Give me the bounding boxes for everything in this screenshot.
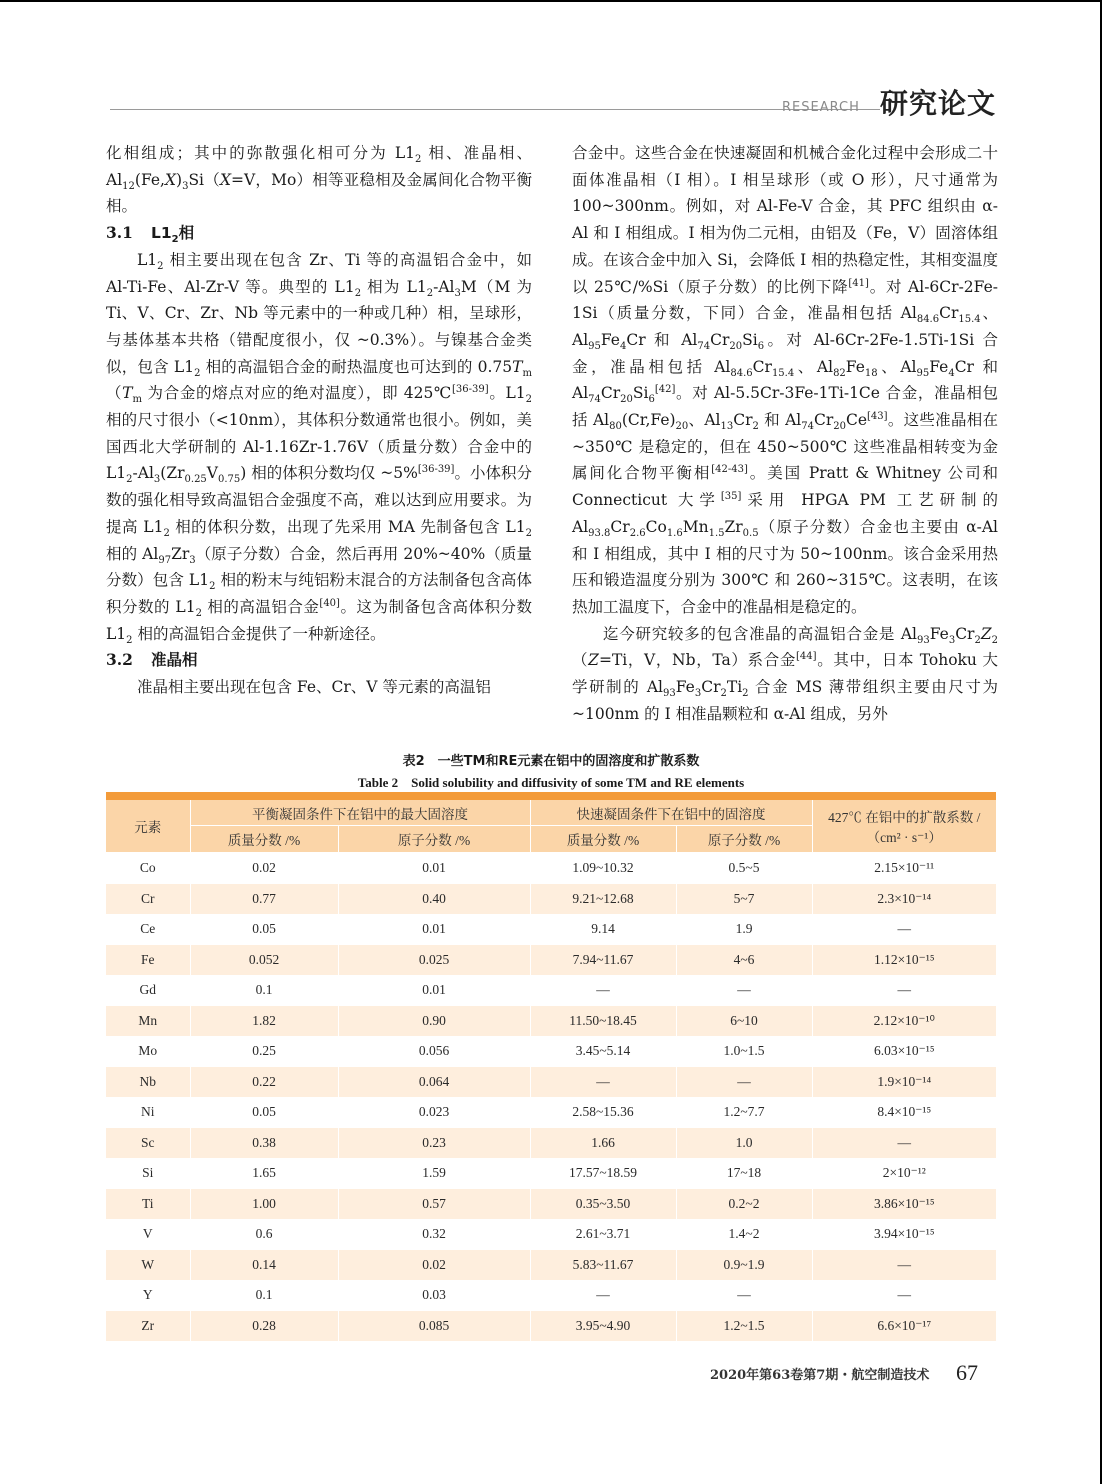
page-top-rule [0,0,1102,2]
table-row [106,1128,996,1159]
solubility-table [106,792,996,1341]
table-cell: 1.2~7.7 [676,1097,812,1128]
table-cell: 3.45~5.14 [530,1036,676,1067]
table-cell: 0.025 [338,945,530,976]
table-cell: 1.82 [190,1006,338,1037]
table-cell: — [530,1067,676,1098]
header-element: 元素 [106,800,190,853]
header-rule [110,109,880,110]
table-row [106,1006,996,1037]
table-cell: 0.2~2 [676,1189,812,1220]
header-group-equilibrium: 平衡凝固条件下在铝中的最大固溶度 [190,800,530,826]
table-cell: 4~6 [676,945,812,976]
table-cell: 2×10⁻¹² [812,1158,996,1189]
table-cell: 0.38 [190,1128,338,1159]
table-cell: 0.14 [190,1250,338,1281]
table-cell: — [676,1067,812,1098]
header-diffusivity-label: 427℃ 在铝中的扩散系数 / [828,810,981,825]
table-cell: 0.35~3.50 [530,1189,676,1220]
table-cell: 6~10 [676,1006,812,1037]
table-cell: 1.65 [190,1158,338,1189]
table-row [106,884,996,915]
table-cell: 2.61~3.71 [530,1219,676,1250]
table-cell: Zr [106,1311,190,1342]
table-cell: — [812,1128,996,1159]
table-cell: 1.4~2 [676,1219,812,1250]
table-cell: Gd [106,975,190,1006]
table-cell: 2.58~15.36 [530,1097,676,1128]
table-cell: Mn [106,1006,190,1037]
table-cell: 6.6×10⁻¹⁷ [812,1311,996,1342]
table-cell: 0.02 [190,853,338,884]
table-cell: 0.085 [338,1311,530,1342]
table-cell: Ni [106,1097,190,1128]
body-column-right [572,140,998,727]
table-cell: 8.4×10⁻¹⁵ [812,1097,996,1128]
table-row [106,1311,996,1342]
table-cell: 0.57 [338,1189,530,1220]
table-cell: 1.09~10.32 [530,853,676,884]
header-eq-atom: 原子分数 /% [338,826,530,853]
table-cell: 0.90 [338,1006,530,1037]
table-cell: Sc [106,1128,190,1159]
table-cell: 0.023 [338,1097,530,1128]
section-header [0,82,1002,124]
header-diffusivity-unit: （cm² · s⁻¹） [866,830,942,845]
table-cell: 1.2~1.5 [676,1311,812,1342]
table-row [106,1158,996,1189]
table-cell: 1.12×10⁻¹⁵ [812,945,996,976]
table-cell: 0.052 [190,945,338,976]
paragraph: 合金中。这些合金在快速凝固和机械合金化过程中会形成二十面体准晶相（I 相）。I 相呈球形（或 O 形），尺寸通常为 100~300nm。例如，对 Al-Fe-V 合金，其 PFC 组织由 α-Al 和 I 相组成。I 相为伪二元相，由铝及（Fe，V）固溶体组成。在该合金中加入 Si，会降低 I 相的热稳定性，其相变温度以 25℃/%Si（原子分数）的比例下降[41]。对 Al-6Cr-2Fe-1Si（质量分数，下同）合金，准晶相包括 $Al_{84.6}Cr_{15.4}$、$Al_{95}Fe_4Cr$ 和 $Al_{74}Cr_{20}Si_6$。对 Al-6Cr-2Fe-1.5Ti-1Si 合金，准晶相包括 $Al_{84.6}Cr_{15.4}$、$Al_{82}Fe_{18}$、$Al_{95}Fe_4Cr$ 和 $Al_{74}Cr_{20}Si_6[42]$。对 Al-5.5Cr-3Fe-1Ti-1Ce 合金，准晶相包括 $Al_{80}(Cr,Fe)_{20}$、$Al_{13}Cr_2$ 和 $Al_{74}Cr_{20}Ce[43]$。这些准晶相在 ~350℃ 是稳定的，但在 450~500℃ 这些准晶相转变为金属间化合物平衡相[42-43]。美国 Pratt & Whitney 公司和 Connecticut 大学[35]采用 HPGA PM 工艺研制的 $Al_{93.8}Cr_{2.6}Co_{1.6}Mn_{1.5}Zr_{0.5}$（原子分数）合金也主要由 α-Al 和 I 相组成，其中 I 相的尺寸为 50~100nm。该合金采用热压和锻造温度分别为 300℃ 和 260~315℃。这表明，在该热加工温度下，合金中的准晶相是稳定的。 [572,144,999,616]
footer-journal: 2020年第63卷第7期・航空制造技术 [710,1368,930,1383]
table-cell: Y [106,1280,190,1311]
table-cell: 2.15×10⁻¹¹ [812,853,996,884]
header-group-rapid: 快速凝固条件下在铝中的固溶度 [530,800,812,826]
paragraph: 化相组成；其中的弥散强化相可分为 $L1_2$ 相、准晶相、$Al_{12}(Fe,X)_3Si(X=V$，Mo）相等亚稳相及金属间化合物平衡相。 [106,144,533,216]
table-cell: 9.21~12.68 [530,884,676,915]
table-cell: 6.03×10⁻¹⁵ [812,1036,996,1067]
table-cell: 0.9~1.9 [676,1250,812,1281]
table-cell: 0.01 [338,975,530,1006]
table-cell: 0.1 [190,1280,338,1311]
table-cell: 5.83~11.67 [530,1250,676,1281]
table-cell: — [812,1280,996,1311]
table-cell: 0.23 [338,1128,530,1159]
table-row [106,1250,996,1281]
table-cell: 3.95~4.90 [530,1311,676,1342]
table-cell: 0.01 [338,853,530,884]
page-number: 67 [956,1360,978,1385]
section-heading-3-1: 3.1 $L1_2$相 [106,223,195,246]
table-cell: 0.40 [338,884,530,915]
table-cell: 3.94×10⁻¹⁵ [812,1219,996,1250]
table-cell: — [812,914,996,945]
table-row [106,1189,996,1220]
header-eq-mass: 质量分数 /% [190,826,338,853]
table-cell: 0.25 [190,1036,338,1067]
table-caption-cn: 表2 一些TM和RE元素在铝中的固溶度和扩散系数 [402,754,700,769]
table-cell: 0.1 [190,975,338,1006]
table-cell: 11.50~18.45 [530,1006,676,1037]
table-cell: 0.77 [190,884,338,915]
header-diffusivity [812,800,996,853]
table-cell: Ti [106,1189,190,1220]
header-section-cn: 研究论文 [880,87,997,120]
table-cell: Si [106,1158,190,1189]
table-cell: 1.9×10⁻¹⁴ [812,1067,996,1098]
table-cell: 0.03 [338,1280,530,1311]
table-cell: Ce [106,914,190,945]
table-cell: 9.14 [530,914,676,945]
table-cell: 17.57~18.59 [530,1158,676,1189]
table-cell: 0.056 [338,1036,530,1067]
table-row [106,1097,996,1128]
table-cell: 1.59 [338,1158,530,1189]
table-cell: — [676,1280,812,1311]
table-row [106,853,996,884]
paragraph: 迄今研究较多的包含准晶的高温铝合金是 $Al_{93}Fe_3Cr_2Z_2(Z=Ti$，V，Nb，Ta）系合金[44]。其中，日本 Tohoku 大学研制的 $Al_{93}Fe_3Cr_2Ti_2$ 合金 MS 薄带组织主要由尺寸为 ~100nm 的 I 相准晶颗粒和 α-Al 组成，另外 [572,624,998,723]
table-cell: 2.12×10⁻¹⁰ [812,1006,996,1037]
table-row [106,1067,996,1098]
table-cell: 0.064 [338,1067,530,1098]
paragraph: $L1_2$ 相主要出现在包含 Zr、Ti 等的高温铝合金中，如 Al-Ti-Fe、Al-Zr-V 等。典型的 $L1_2$ 相为 $L1_2-Al_3M(M$ 为 Ti、V、Cr、Zr、Nb 等元素中的一种或几种）相，呈球形，与基体基本共格（错配度很小，仅 ~0.3%）。与镍基合金类似，包含 $L1_2$ 相的高温铝合金的耐热温度也可达到的 $0.75T_m(T_m$ 为合金的熔点对应的绝对温度），即 425℃[36-39]。$L1_2$ 相的尺寸很小（<10nm），其体积分数通常也很小。例如，美国西北大学研制的 Al-1.16Zr-1.76V（质量分数）合金中的 $L1_2-Al_3(Zr_{0.25}V_{0.75})$ 相的体积分数均仅 ~5%[36-39]。小体积分数的强化相导致高温铝合金强度不高，难以达到应用要求。为提高 $L1_2$ 相的体积分数，出现了先采用 MA 先制备包含 $L1_2$ 相的 $Al_{97}Zr_3$（原子分数）合金，然后再用 20%~40%（质量分数）包含 $L1_2$ 相的粉末与纯铝粉末混合的方法制备包含高体积分数的 $L1_2$ 相的高温铝合金[40]。这为制备包含高体积分数 $L1_2$ 相的高温铝合金提供了一种新途径。 [106,250,533,646]
table-body [106,853,996,1342]
table-cell: 1.00 [190,1189,338,1220]
table-row [106,914,996,945]
header-rapid-atom: 原子分数 /% [676,826,812,853]
table-cell: — [812,1250,996,1281]
table-cell: 1.9 [676,914,812,945]
table-cell: 5~7 [676,884,812,915]
table-cell: 1.0~1.5 [676,1036,812,1067]
table-cell: 0.32 [338,1219,530,1250]
body-column-left [106,140,532,701]
table-row [106,945,996,976]
table-cell: 17~18 [676,1158,812,1189]
table-row [106,975,996,1006]
table-cell: — [530,1280,676,1311]
table-cell: 0.05 [190,1097,338,1128]
table-cell: 1.0 [676,1128,812,1159]
table-cell: 0.05 [190,914,338,945]
table-cell: — [812,975,996,1006]
table-cell: — [530,975,676,1006]
table-cell: 3.86×10⁻¹⁵ [812,1189,996,1220]
table-cell: 0.28 [190,1311,338,1342]
table-cell: 7.94~11.67 [530,945,676,976]
header-section-en: RESEARCH [782,100,860,115]
table-row [106,1280,996,1311]
table-caption-en: Table 2 Solid solubility and diffusivity of some TM and RE elements [357,775,745,790]
table-cell: Mo [106,1036,190,1067]
table-cell: 2.3×10⁻¹⁴ [812,884,996,915]
table-cell: Co [106,853,190,884]
table-cell: 0.6 [190,1219,338,1250]
header-rapid-mass: 质量分数 /% [530,826,676,853]
table-cell: Nb [106,1067,190,1098]
table-cell: Fe [106,945,190,976]
table-cell: 0.22 [190,1067,338,1098]
table-top-bar [106,792,996,800]
table-row [106,1036,996,1067]
section-heading-3-2: 3.2 准晶相 [106,650,198,670]
table-cell: 0.5~5 [676,853,812,884]
table-cell: Cr [106,884,190,915]
table-cell: 0.02 [338,1250,530,1281]
table-cell: 0.01 [338,914,530,945]
table-cell: 1.66 [530,1128,676,1159]
paragraph: 准晶相主要出现在包含 Fe、Cr、V 等元素的高温铝 [137,678,491,697]
table-cell: V [106,1219,190,1250]
table-cell: W [106,1250,190,1281]
table-row [106,1219,996,1250]
table-cell: — [676,975,812,1006]
